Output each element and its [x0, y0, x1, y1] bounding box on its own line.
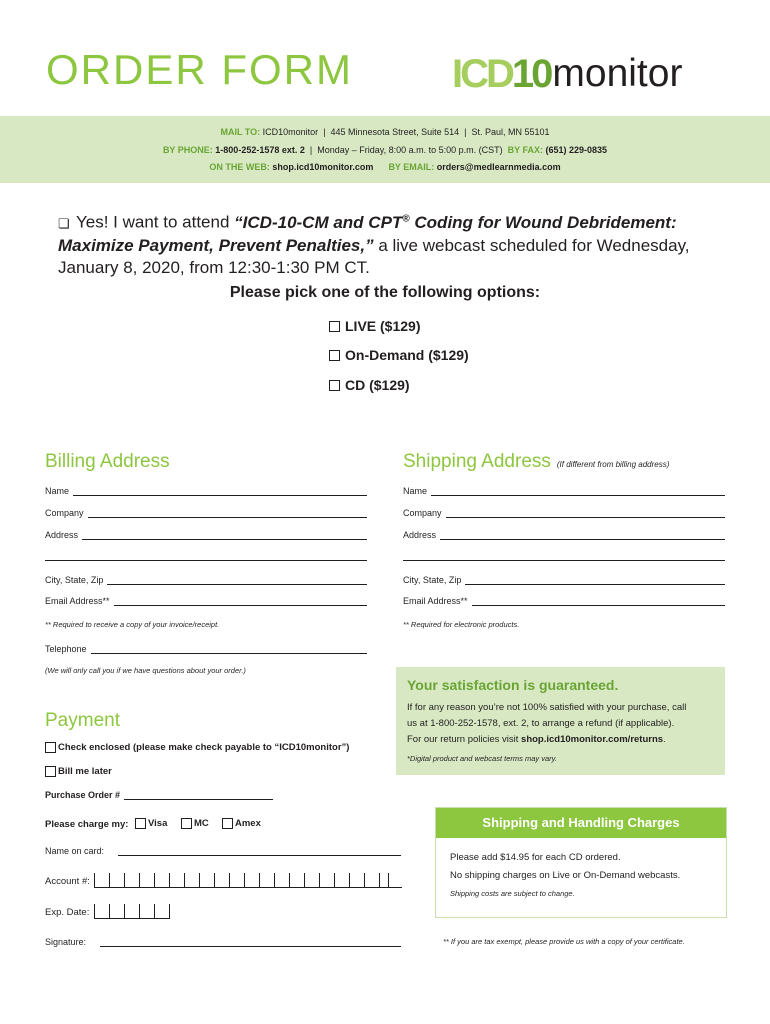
- phone-line: BY PHONE: 1-800-252-1578 ext. 2 | Monday – Friday, 8:00 a.m. to 5:00 p.m. (CST) BY FAX: (651) 229-0835: [162, 145, 608, 155]
- option-cd-checkbox[interactable]: [329, 380, 340, 391]
- satisfaction-line1: If for any reason you’re not 100% satisfied with your purchase, call: [407, 702, 687, 713]
- logo-icd: ICD: [452, 52, 512, 96]
- returns-link[interactable]: shop.icd10monitor.com/returns: [521, 734, 664, 745]
- option-cd[interactable]: CD ($129): [329, 377, 410, 393]
- bill-later-checkbox[interactable]: [45, 766, 56, 777]
- bill-later-option[interactable]: Bill me later: [45, 766, 112, 777]
- option-on-demand[interactable]: On-Demand ($129): [329, 347, 469, 363]
- shipping-charges-box: [435, 807, 727, 918]
- page-title: ORDER FORM: [46, 46, 353, 93]
- amex-option[interactable]: Amex: [222, 818, 261, 829]
- satisfaction-note: *Digital product and webcast terms may vary.: [407, 754, 557, 763]
- telephone-note: (We will only call you if we have questions about your order.): [45, 666, 246, 675]
- shipping-company-field[interactable]: Company: [403, 508, 725, 518]
- visa-option[interactable]: Visa: [135, 818, 167, 829]
- account-label: Account #:: [45, 876, 90, 887]
- check-enclosed-checkbox[interactable]: [45, 742, 56, 753]
- shipping-email-note: ** Required for electronic products.: [403, 620, 520, 629]
- mc-checkbox[interactable]: [181, 818, 192, 829]
- contact-band: [0, 116, 770, 183]
- exp-date-field[interactable]: [94, 904, 170, 919]
- offer-checkbox[interactable]: ❏: [58, 215, 70, 231]
- shipping-address-line2[interactable]: [403, 560, 725, 561]
- shipping-name-field[interactable]: Name: [403, 486, 725, 496]
- signature-field[interactable]: Signature:: [45, 937, 401, 947]
- amex-checkbox[interactable]: [222, 818, 233, 829]
- billing-address-line2[interactable]: [45, 560, 367, 561]
- billing-email-note: ** Required to receive a copy of your invoice/receipt.: [45, 620, 220, 629]
- shipping-address-field[interactable]: Address: [403, 530, 725, 540]
- option-live-checkbox[interactable]: [329, 321, 340, 332]
- shipping-charges-heading: Shipping and Handling Charges: [436, 808, 726, 838]
- logo-word: monitor: [552, 52, 683, 95]
- offer-paragraph: ❏ Yes! I want to attend “ICD-10-CM and CPT® Coding for Wound Debridement: Maximize Payment, Prevent Penalties,” a live webcast scheduled for Wednesday, January 8, 2020, from 12:30-1:30 PM CT.: [58, 212, 690, 277]
- name-on-card-field[interactable]: Name on card:: [45, 846, 401, 856]
- billing-heading: Billing Address: [45, 451, 170, 472]
- shipping-email-field[interactable]: Email Address**: [403, 596, 725, 606]
- satisfaction-heading: Your satisfaction is guaranteed.: [407, 677, 619, 693]
- billing-city-field[interactable]: City, State, Zip: [45, 575, 367, 585]
- shipping-charges-line2: No shipping charges on Live or On-Demand webcasts.: [450, 870, 681, 881]
- option-on-demand-checkbox[interactable]: [329, 350, 340, 361]
- logo: [452, 46, 682, 96]
- options-heading: Please pick one of the following options:: [229, 284, 541, 301]
- web-line: ON THE WEB: shop.icd10monitor.com BY EMAIL: orders@medlearnmedia.com: [209, 162, 561, 172]
- check-enclosed-option[interactable]: Check enclosed (please make check payable to “ICD10monitor”): [45, 742, 349, 753]
- visa-checkbox[interactable]: [135, 818, 146, 829]
- satisfaction-line2: us at 1-800-252-1578, ext. 2, to arrange a refund (if applicable).: [407, 718, 675, 729]
- tax-exempt-note: ** If you are tax exempt, please provide us with a copy of your certificate.: [443, 937, 685, 946]
- email-link[interactable]: orders@medlearnmedia.com: [436, 162, 561, 172]
- satisfaction-box: [396, 667, 725, 775]
- payment-heading: Payment: [45, 710, 120, 731]
- account-number-field[interactable]: [94, 873, 402, 888]
- mc-option[interactable]: MC: [181, 818, 209, 829]
- shipping-charges-line1: Please add $14.95 for each CD ordered.: [450, 852, 621, 863]
- mail-line: MAIL TO: ICD10monitor | 445 Minnesota Street, Suite 514 | St. Paul, MN 55101: [220, 127, 550, 137]
- purchase-order-field[interactable]: Purchase Order #: [45, 790, 273, 800]
- shipping-charges-note: Shipping costs are subject to change.: [450, 889, 575, 898]
- billing-company-field[interactable]: Company: [45, 508, 367, 518]
- billing-name-field[interactable]: Name: [45, 486, 367, 496]
- logo-num: 10: [511, 52, 551, 96]
- shipping-heading: Shipping Address (If different from billing address): [403, 451, 670, 472]
- web-link[interactable]: shop.icd10monitor.com: [272, 162, 374, 172]
- charge-label: Please charge my:: [45, 819, 129, 830]
- option-live[interactable]: LIVE ($129): [329, 318, 420, 334]
- billing-email-field[interactable]: Email Address**: [45, 596, 367, 606]
- exp-label: Exp. Date:: [45, 907, 90, 918]
- telephone-field[interactable]: Telephone: [45, 644, 367, 654]
- shipping-city-field[interactable]: City, State, Zip: [403, 575, 725, 585]
- satisfaction-line3: For our return policies visit shop.icd10monitor.com/returns.: [407, 734, 666, 745]
- billing-address-field[interactable]: Address: [45, 530, 367, 540]
